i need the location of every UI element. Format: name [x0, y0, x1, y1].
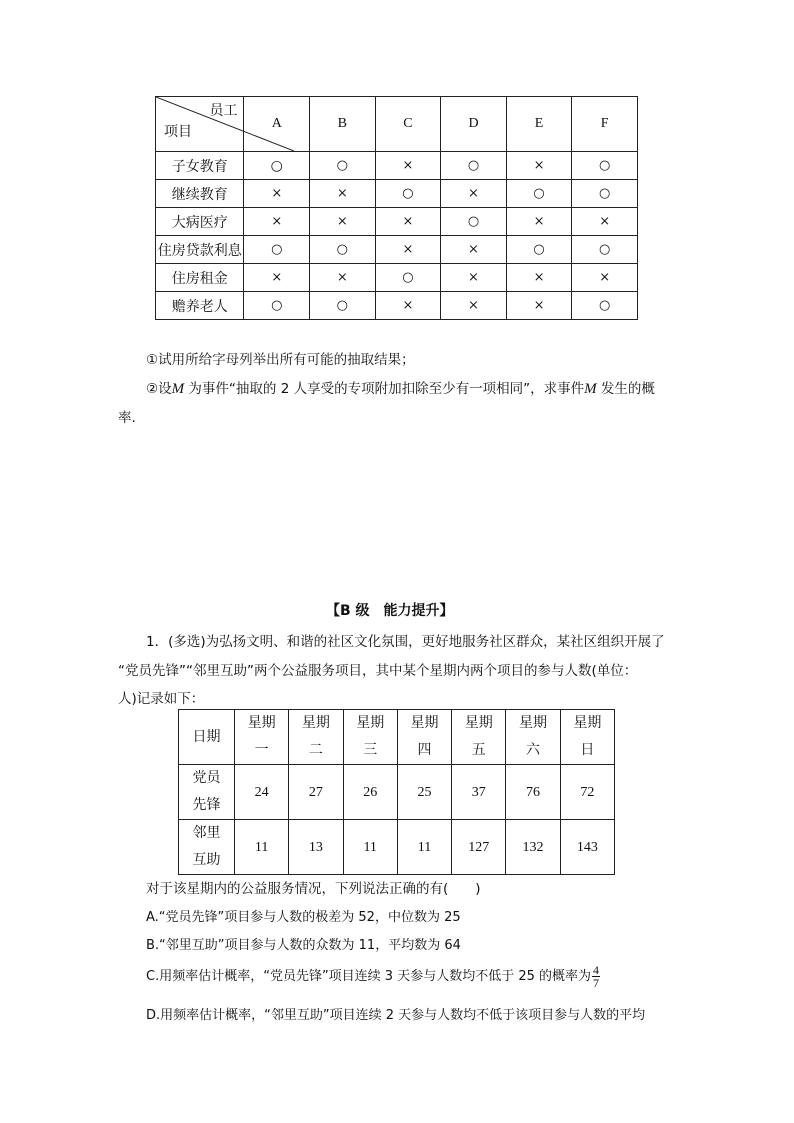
table-row: [179, 820, 615, 875]
table-row: [156, 208, 638, 236]
table-cell: ×: [375, 152, 441, 180]
date-header: 日期: [179, 710, 235, 765]
table-cell: ×: [244, 264, 310, 292]
column-header: E: [506, 97, 572, 152]
table-cell: ×: [244, 208, 310, 236]
table-cell: ×: [310, 264, 376, 292]
day-header: 星期 六: [506, 710, 560, 765]
table-cell: ×: [572, 208, 638, 236]
fraction: [592, 964, 600, 989]
table-row: [156, 180, 638, 208]
deduction-table: [155, 96, 638, 320]
table-cell: 11: [235, 820, 289, 875]
table-cell: 11: [343, 820, 397, 875]
table-cell: 37: [452, 765, 506, 820]
table-cell: ○: [572, 236, 638, 264]
table-cell: 143: [560, 820, 614, 875]
table-cell: ×: [441, 264, 507, 292]
table-row: [156, 236, 638, 264]
row-label: 住房租金: [156, 264, 244, 292]
row-label: 住房贷款利息: [156, 236, 244, 264]
option-a: A.“党员先锋”项目参与人数的极差为 52，中位数为 25: [146, 910, 461, 925]
option-c-text: C.用频率估计概率，“党员先锋”项目连续 3 天参与人数均不低于 25 的概率为: [146, 969, 592, 984]
table-cell: 132: [506, 820, 560, 875]
question-2: [146, 377, 655, 398]
table-header-row: [179, 710, 615, 765]
diagonal-header-cell: [156, 97, 244, 152]
header-item-label: 项目: [164, 124, 192, 140]
problem-line-2: “党员先锋”“邻里互助”两个公益服务项目，其中某个星期内两个项目的参与人数(单位：: [118, 663, 638, 679]
problem-line-1: 1．(多选)为弘扬文明、和谐的社区文化氛围，更好地服务社区群众，某社区组织开展了: [146, 634, 665, 650]
column-header: D: [441, 97, 507, 152]
table-cell: ×: [441, 292, 507, 320]
variable-m: M: [171, 381, 185, 397]
table-cell: ○: [310, 152, 376, 180]
table-row: [156, 152, 638, 180]
table-cell: ×: [506, 292, 572, 320]
table-cell: ○: [506, 180, 572, 208]
variable-m: M: [584, 381, 597, 397]
day-header: 星期 日: [560, 710, 614, 765]
table-row: [156, 264, 638, 292]
table-cell: ○: [572, 152, 638, 180]
deduction-table-header: [156, 97, 638, 152]
question-stem: 对于该星期内的公益服务情况，下列说法正确的有( ): [146, 881, 481, 897]
column-header: C: [375, 97, 441, 152]
question-2-prefix: ②设: [146, 381, 172, 397]
row-label: 赡养老人: [156, 292, 244, 320]
participants-table: [178, 709, 615, 875]
problem-line-3: 人)记录如下：: [118, 691, 205, 707]
table-cell: ×: [375, 292, 441, 320]
table-cell: ○: [375, 264, 441, 292]
question-1: ①试用所给字母列举出所有可能的抽取结果；: [146, 352, 415, 368]
table-cell: ×: [310, 208, 376, 236]
table-cell: ×: [375, 236, 441, 264]
option-c: [146, 964, 600, 989]
table-cell: 25: [397, 765, 451, 820]
fraction-denominator: 7: [593, 976, 600, 990]
header-employee-label: 员工: [209, 103, 238, 119]
table-cell: ○: [244, 292, 310, 320]
table-cell: 13: [289, 820, 343, 875]
table-cell: ○: [441, 152, 507, 180]
table-cell: ×: [375, 208, 441, 236]
question-2-middle: 为事件“抽取的 2 人享受的专项附加扣除至少有一项相同”，求事件: [188, 381, 585, 397]
table-row: [156, 292, 638, 320]
table-cell: ○: [310, 236, 376, 264]
day-header: 星期 四: [397, 710, 451, 765]
table-cell: ×: [506, 152, 572, 180]
day-header: 星期 二: [289, 710, 343, 765]
table-cell: 11: [397, 820, 451, 875]
table-cell: ×: [310, 180, 376, 208]
row-label: 继续教育: [156, 180, 244, 208]
table-cell: 127: [452, 820, 506, 875]
table-cell: ×: [441, 236, 507, 264]
table-cell: ×: [572, 264, 638, 292]
row-label: 子女教育: [156, 152, 244, 180]
table-cell: ○: [244, 152, 310, 180]
table-cell: ○: [506, 236, 572, 264]
fraction-numerator: 4: [593, 963, 600, 977]
table-cell: 24: [235, 765, 289, 820]
option-d: D.用频率估计概率，“邻里互助”项目连续 2 天参与人数均不低于该项目参与人数的平均: [146, 1008, 646, 1023]
table-cell: ×: [506, 264, 572, 292]
row-label: 大病医疗: [156, 208, 244, 236]
table-cell: 72: [560, 765, 614, 820]
row-label: 邻里 互助: [179, 820, 235, 875]
table-cell: ○: [572, 292, 638, 320]
day-header: 星期 一: [235, 710, 289, 765]
day-header: 星期 三: [343, 710, 397, 765]
row-label: 党员 先锋: [179, 765, 235, 820]
table-cell: 76: [506, 765, 560, 820]
section-title: 【B 级 能力提升】: [326, 603, 454, 619]
table-cell: ○: [441, 208, 507, 236]
table-cell: ×: [441, 180, 507, 208]
question-2-end: 率.: [118, 410, 136, 426]
option-b: B.“邻里互助”项目参与人数的众数为 11，平均数为 64: [146, 938, 461, 953]
table-row: [179, 765, 615, 820]
table-cell: ×: [244, 180, 310, 208]
column-header: F: [572, 97, 638, 152]
table-cell: ○: [310, 292, 376, 320]
day-header: 星期 五: [452, 710, 506, 765]
question-2-suffix: 发生的概: [600, 381, 655, 397]
table-cell: ×: [506, 208, 572, 236]
table-cell: ○: [375, 180, 441, 208]
column-header: A: [244, 97, 310, 152]
column-header: B: [310, 97, 376, 152]
table-cell: ○: [244, 236, 310, 264]
table-cell: 26: [343, 765, 397, 820]
table-cell: 27: [289, 765, 343, 820]
table-cell: ○: [572, 180, 638, 208]
